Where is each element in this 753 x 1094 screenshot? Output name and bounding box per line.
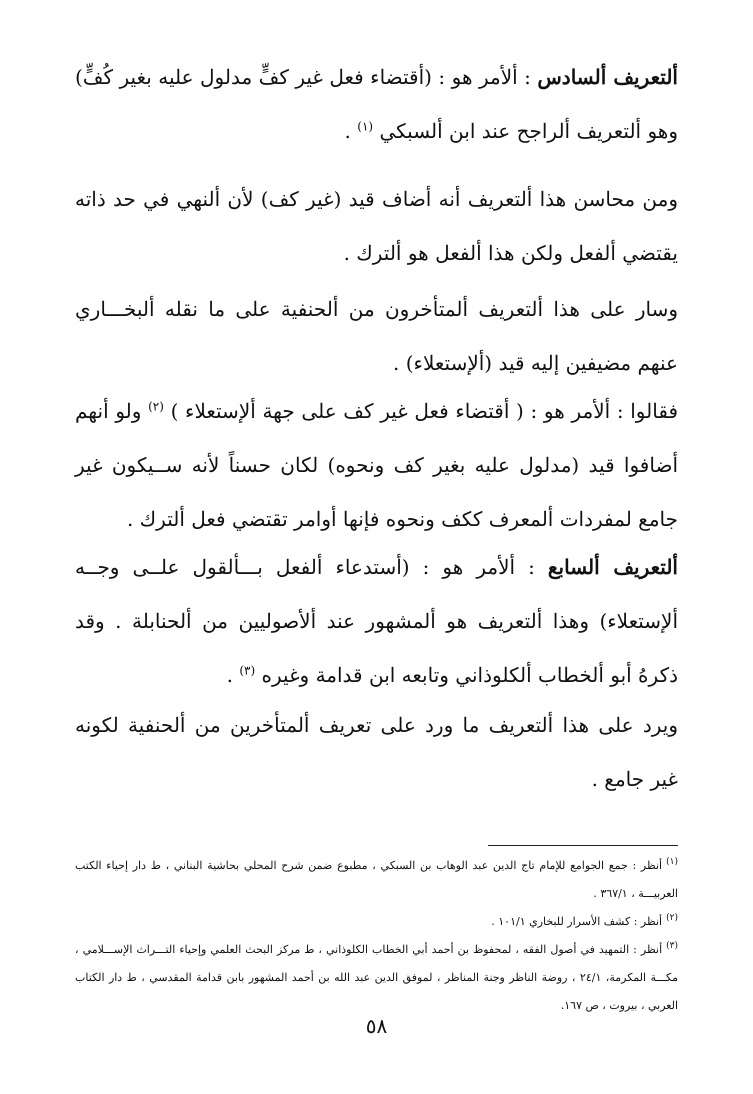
- paragraph-text: ويرد على هذا ألتعريف ما ورد على تعريف ألمتأخرين من ألحنفية لكونه غير جامع .: [75, 713, 678, 791]
- footnote-number: (٢): [666, 913, 678, 924]
- paragraph-tail: .: [226, 663, 240, 687]
- footnote-2: [75, 908, 678, 936]
- footnote-text: أنظر : التمهيد في أصول الفقه ، لمحفوظ بن أحمد أبي الخطاب الكلوذاني ، ط مركز البحث العلمي وإحياء التـــراث الإســـلامي ، مكـــة المكرمة، ٢٤/١ ، روضة الناظر وجنة المناظر ، لموفق الدين عبد الله بن أحمد المشهور بابن قدامة المقدسي ، ط دار الكتاب العربي ، بيروت ، ص ١٦٧.: [75, 943, 679, 1012]
- paragraph-objection: [75, 698, 678, 806]
- paragraph-they-said: [75, 384, 678, 546]
- paragraph-tail: ولو أنهم أضافوا قيد (مدلول عليه بغير كف ونحوه) لكان حسناً لأنه ســيكون غير جامع لمفردات ألمعرف ككف ونحوه فإنها أوامر تقتضي فعل ألترك .: [75, 399, 678, 531]
- paragraph-text: : ألأمر هو : (أستدعاء ألفعل بـــألقول علــى وجــه ألإستعلاء) وهذا ألتعريف هو ألمشهور عند ألأصوليين من ألحنابلة . وقد ذكرهُ أبو ألخطاب ألكلوذاني وتابعه ابن قدامة وغيره: [75, 555, 678, 687]
- footnote-ref-3[interactable]: (٣): [239, 663, 256, 678]
- footnote-number: (٣): [666, 941, 678, 952]
- footnotes: [75, 852, 678, 1020]
- paragraph-text: : ألأمر هو : (أقتضاء فعل غير كفٍّ مدلول عليه بغير كُفٍّ) وهو ألتعريف ألراجح عند ابن ألسبكي: [75, 65, 678, 143]
- paragraph-definition-six: [75, 50, 678, 158]
- footnote-ref-2[interactable]: (٢): [148, 399, 164, 414]
- footnote-1: [75, 852, 678, 908]
- paragraph-text: ومن محاسن هذا ألتعريف أنه أضاف قيد (غير كف) لأن ألنهي في حد ذاته يقتضي ألفعل ولكن هذا ألفعل هو ألترك .: [75, 187, 678, 265]
- paragraph-definition-seven: [75, 540, 678, 702]
- footnote-number: (١): [666, 857, 678, 868]
- heading-definition-six: ألتعريف ألسادس: [537, 65, 678, 89]
- heading-definition-seven: ألتعريف ألسابع: [547, 555, 678, 579]
- footnote-3: [75, 936, 678, 1020]
- paragraph-hanafi-followers: [75, 282, 678, 390]
- footnote-text: أنظر : كشف الأسرار للبخاري ١٠١/١ .: [491, 915, 663, 928]
- paragraph-tail: .: [344, 119, 358, 143]
- page-number: ٥٨: [365, 1014, 388, 1038]
- paragraph-advantages: [75, 172, 678, 280]
- footnote-text: أنظر : جمع الجوامع للإمام تاج الدين عبد الوهاب بن السبكي ، مطبوع ضمن شرح المحلي بحاشية البناني ، ط دار إحياء الكتب العربيـــة ، ٣٦٧/١ .: [75, 859, 678, 900]
- paragraph-text: فقالوا : ألأمر هو : ( أقتضاء فعل غير كف على جهة ألإستعلاء ): [163, 399, 679, 423]
- paragraph-text: وسار على هذا ألتعريف ألمتأخرون من ألحنفية على ما نقله ألبخـــاري عنهم مضيفين إليه قيد (ألإستعلاء) .: [75, 297, 678, 375]
- footnote-ref-1[interactable]: (١): [357, 119, 374, 134]
- footnote-divider: [488, 845, 678, 846]
